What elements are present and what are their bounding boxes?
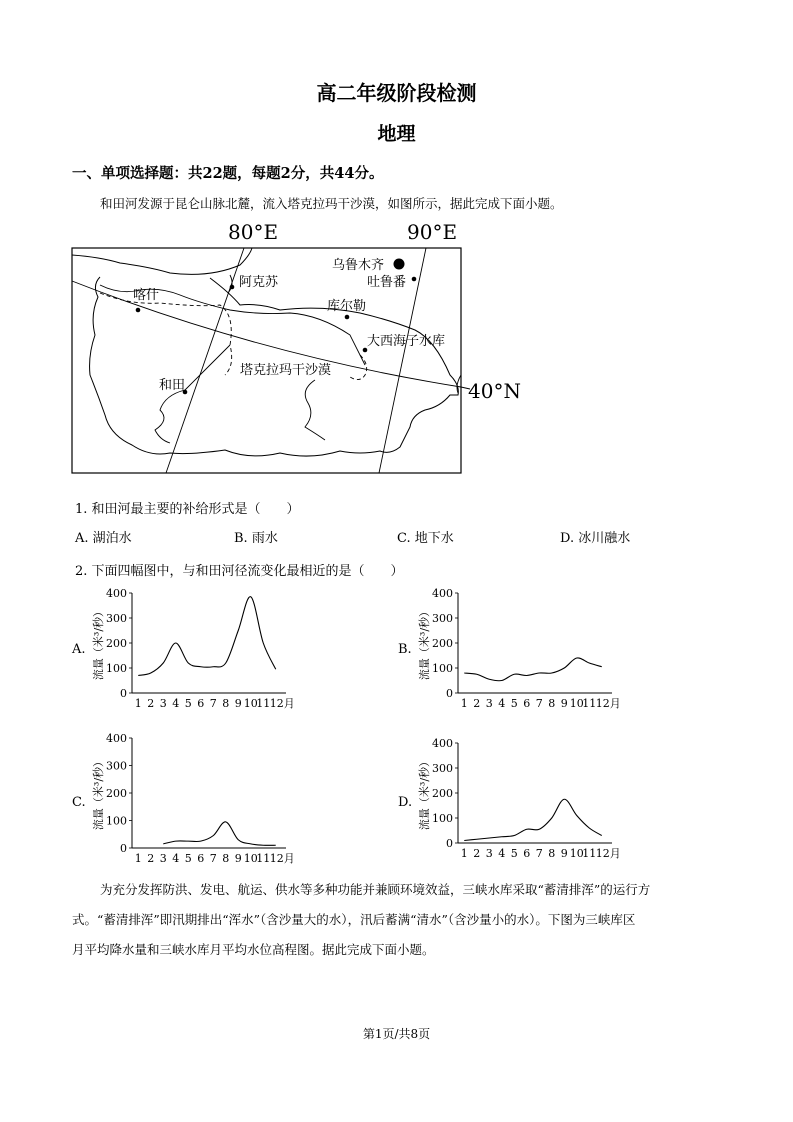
chart-b-label[interactable]: B. bbox=[398, 642, 412, 657]
x-tick-label: 11 bbox=[256, 852, 271, 865]
x-tick-label: 7 bbox=[209, 852, 217, 865]
label-desert: 塔克拉玛干沙漠 bbox=[240, 363, 332, 378]
y-tick-label: 0 bbox=[446, 837, 453, 850]
y-tick-label: 0 bbox=[120, 842, 127, 855]
subject-title: 地理 bbox=[377, 123, 416, 145]
intro-paragraph-2-line-2: 式。“蓄清排浑”即汛期排出“浑水”（含沙量大的水），汛后蓄满“清水”（含沙量小的水）。下图为三峡库区 bbox=[72, 912, 636, 927]
chart-d bbox=[414, 735, 624, 865]
x-tick-label: 9 bbox=[560, 847, 568, 860]
q1-option-b[interactable]: B. 雨水 bbox=[234, 531, 278, 546]
x-tick-label: 4 bbox=[172, 852, 180, 865]
y-tick-label: 400 bbox=[432, 737, 453, 750]
y-axis-label: 流量（米³/秒） bbox=[92, 605, 105, 681]
y-tick-label: 200 bbox=[432, 637, 453, 650]
label-hotan: 和田 bbox=[159, 378, 186, 393]
x-tick-label: 3 bbox=[485, 847, 493, 860]
y-tick-label: 200 bbox=[106, 787, 127, 800]
label-korla: 库尔勒 bbox=[327, 299, 367, 314]
x-tick-label: 12月 bbox=[595, 847, 621, 860]
chart-a bbox=[88, 585, 298, 715]
x-tick-label: 1 bbox=[460, 847, 468, 860]
x-tick-label: 2 bbox=[147, 697, 155, 710]
y-tick-label: 400 bbox=[432, 587, 453, 600]
label-urumqi: 乌鲁木齐 bbox=[332, 258, 385, 273]
page-title: 高二年级阶段检测 bbox=[316, 81, 477, 105]
x-tick-label: 12月 bbox=[595, 697, 621, 710]
y-tick-label: 200 bbox=[106, 637, 127, 650]
x-tick-label: 8 bbox=[548, 847, 556, 860]
x-tick-label: 11 bbox=[256, 697, 271, 710]
runoff-series-line bbox=[464, 799, 602, 840]
section-heading: 一、单项选择题：共22题，每题2分，共44分。 bbox=[72, 165, 384, 182]
x-tick-label: 2 bbox=[473, 697, 481, 710]
y-axis-label: 流量（米³/秒） bbox=[92, 755, 105, 831]
label-aksu: 阿克苏 bbox=[239, 275, 279, 290]
chart-c-label[interactable]: C. bbox=[72, 795, 86, 810]
x-tick-label: 10 bbox=[569, 697, 584, 710]
runoff-series-line bbox=[138, 597, 276, 676]
x-tick-label: 7 bbox=[535, 697, 543, 710]
y-tick-label: 300 bbox=[432, 762, 453, 775]
x-tick-label: 11 bbox=[582, 697, 597, 710]
x-tick-label: 8 bbox=[548, 697, 556, 710]
y-tick-label: 100 bbox=[432, 662, 453, 675]
x-tick-label: 6 bbox=[523, 697, 531, 710]
y-tick-label: 400 bbox=[106, 587, 127, 600]
intro-paragraph-2-line-1: 为充分发挥防洪、发电、航运、供水等多种功能并兼顾环境效益，三峡水库采取“蓄清排浑”的运行方 bbox=[100, 882, 651, 897]
x-tick-label: 9 bbox=[234, 852, 242, 865]
y-tick-label: 200 bbox=[432, 787, 453, 800]
x-tick-label: 3 bbox=[159, 852, 167, 865]
x-tick-label: 6 bbox=[197, 697, 205, 710]
x-tick-label: 4 bbox=[498, 847, 506, 860]
x-tick-label: 2 bbox=[473, 847, 481, 860]
x-tick-label: 12月 bbox=[269, 697, 295, 710]
map-lat-40: 40°N bbox=[468, 379, 521, 403]
chart-a-label[interactable]: A. bbox=[72, 642, 86, 657]
tarim-map bbox=[60, 215, 540, 480]
q1-option-c[interactable]: C. 地下水 bbox=[397, 531, 454, 546]
x-tick-label: 1 bbox=[134, 852, 142, 865]
runoff-series-line bbox=[464, 658, 602, 681]
y-tick-label: 300 bbox=[106, 759, 127, 773]
label-reservoir: 大西海子水库 bbox=[367, 334, 446, 349]
q1-option-a[interactable]: A. 湖泊水 bbox=[75, 531, 132, 546]
y-tick-label: 0 bbox=[120, 687, 127, 700]
x-tick-label: 4 bbox=[498, 697, 506, 710]
x-tick-label: 3 bbox=[159, 697, 167, 710]
x-tick-label: 5 bbox=[510, 697, 518, 710]
y-tick-label: 300 bbox=[106, 612, 127, 625]
x-tick-label: 5 bbox=[510, 847, 518, 860]
x-tick-label: 9 bbox=[234, 697, 242, 710]
chart-d-label[interactable]: D. bbox=[398, 795, 413, 810]
y-tick-label: 100 bbox=[106, 814, 127, 828]
x-tick-label: 9 bbox=[560, 697, 568, 710]
runoff-series-line bbox=[163, 822, 276, 846]
x-tick-label: 5 bbox=[184, 697, 192, 710]
y-tick-label: 0 bbox=[446, 687, 453, 700]
chart-c bbox=[88, 730, 298, 870]
x-tick-label: 6 bbox=[197, 852, 205, 865]
x-tick-label: 2 bbox=[147, 852, 155, 865]
x-tick-label: 10 bbox=[569, 847, 584, 860]
label-kashgar: 喀什 bbox=[133, 288, 160, 303]
label-turpan: 吐鲁番 bbox=[367, 275, 407, 290]
x-tick-label: 7 bbox=[535, 847, 543, 860]
x-tick-label: 3 bbox=[485, 697, 493, 710]
map-lon-80: 80°E bbox=[228, 220, 279, 244]
y-tick-label: 100 bbox=[106, 662, 127, 675]
x-tick-label: 10 bbox=[243, 852, 258, 865]
y-tick-label: 100 bbox=[432, 812, 453, 825]
x-tick-label: 11 bbox=[582, 847, 597, 860]
x-tick-label: 5 bbox=[184, 852, 192, 865]
x-tick-label: 4 bbox=[172, 697, 180, 710]
y-axis-label: 流量（米³/秒） bbox=[418, 755, 431, 831]
y-tick-label: 400 bbox=[106, 732, 127, 745]
question-1: 1. 和田河最主要的补给形式是（ ） bbox=[75, 502, 300, 517]
q1-option-d[interactable]: D. 冰川融水 bbox=[560, 531, 631, 546]
intro-paragraph-1: 和田河发源于昆仑山脉北麓，流入塔克拉玛干沙漠，如图所示，据此完成下面小题。 bbox=[100, 196, 563, 211]
x-tick-label: 7 bbox=[209, 697, 217, 710]
y-axis-label: 流量（米³/秒） bbox=[418, 605, 431, 681]
map-lon-90: 90°E bbox=[407, 220, 458, 244]
x-tick-label: 12月 bbox=[269, 852, 295, 865]
x-tick-label: 6 bbox=[523, 847, 531, 860]
x-tick-label: 8 bbox=[222, 697, 230, 710]
x-tick-label: 1 bbox=[460, 697, 468, 710]
x-tick-label: 10 bbox=[243, 697, 258, 710]
chart-b bbox=[414, 585, 624, 715]
intro-paragraph-2-line-3: 月平均降水量和三峡水库月平均水位高程图。据此完成下面小题。 bbox=[72, 942, 435, 957]
y-tick-label: 300 bbox=[432, 612, 453, 625]
question-2: 2. 下面四幅图中，与和田河径流变化最相近的是（ ） bbox=[75, 564, 404, 579]
x-tick-label: 8 bbox=[222, 852, 230, 865]
page-footer: 第1页/共8页 bbox=[362, 1027, 431, 1041]
x-tick-label: 1 bbox=[134, 697, 142, 710]
